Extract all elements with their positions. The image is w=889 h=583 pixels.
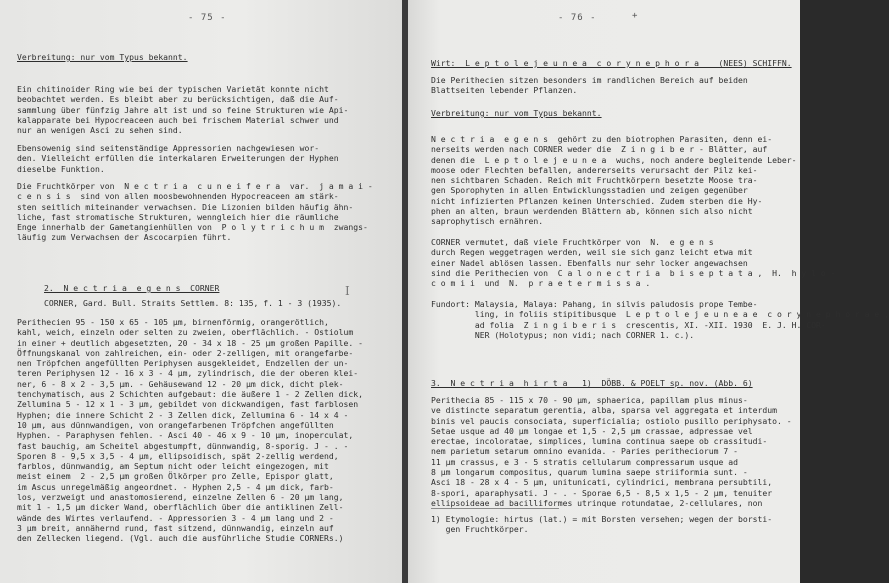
species-heading: 2. N e c t r i a e g e n s CORNER [44,283,220,293]
page-number-left: - 75 - [188,13,227,23]
left-page [0,0,402,583]
host-detail: Die Perithecien sitzen besonders im randlichen Bereich auf beiden Blattseiten lebender Pflanzen. [431,75,748,96]
locality-line: Fundort: Malaysia, Malaya: Pahang, in silvis paludosis prope Tembe- ling, in foliis stipitibusque L e p t o l e j e u n e a e c o r y n e p h o r a e , ad folia Z i n g i b e r i s crescentis, XI. -XII. 1930 E. J. H. COR- NER (Holotypus; non vidi; nach CORNER 1. c.). [431,299,889,340]
paragraph-biotrophic: N e c t r i a e g e n s gehört zu den biotrophen Parasiten, denn ei- nerseits werden nach CORNER weder die Z i n g i b e r - Blätter, auf denen die L e p t o l e j e u n e a wuchs, noch andere begleitende Leber- moose oder Flechten befallen, andererseits verursacht der Pilz kei- nen sichtbaren Schaden. Reich mit Fruchtkörpern besetzte Moose tra- gen Sporophyten in allen Entwicklungsstadien und zeigen gegenüber nicht infizierten Pflanzen keinen Unterschied. Zudem sterben die Hy- phen an alten, braun werdenden Blättern ab, können sich also nicht saprophytisch ernähren. [431,134,797,227]
paragraph-corner-assumption: CORNER vermutet, daß viele Fruchtkörper von N. e g e n s durch Regen weggetragen werden, weil sie sich ganz leicht etwa mit einer Nadel ablösen lassen. Ebenfalls nur sehr locker angewachsen sind die Perithecien von C a l o n e c t r i a b i s e p t a t a , H. h y l o - c o m i i und N. p r a e t e r m i s s a . [431,237,836,289]
paragraph-chitinoid-ring: Ein chitinoider Ring wie bei der typischen Varietät konnte nicht beobachtet werden. Es bleibt aber zu berücksichtigen, daß die Auf- sammlung über fünfzig Jahre alt ist und so feine Strukturen wie Api- kalapparate bei Hypocreaceen auch bei frischem Material schwer und nur an wenigen Asci zu sehen sind. [17,84,349,136]
species-citation: CORNER, Gard. Bull. Straits Settlem. 8: 135, f. 1 - 3 (1935). [44,298,342,308]
text-cursor-icon: I [345,284,350,298]
paragraph-appressoria: Ebensowenig sind seitenständige Appressorien nachgewiesen wor- den. Vielleicht erfüllen die interkalaren Erweiterungen der Hyphen dieselbe Funktion. [17,143,339,174]
species-heading-new: 3. N e c t r i a h i r t a 1) DÖBB. & POELT sp. nov. (Abb. 6) [431,378,753,388]
footnote: 1) Etymologie: hirtus (lat.) = mit Borsten versehen; wegen der borsti- gen Fruchtkörper. [431,514,773,535]
species-description: Perithecien 95 - 150 x 65 - 105 µm, birnenförmig, orangerötlich, kahl, weich, einzeln oder selten zu zweien, oberflächlich. - Ostiolum in einer + deutlich abgesetzten, 20 - 34 x 18 - 25 µm großen Papille. - Öffnungskanal von zahlreichen, ein- oder 2-zelligen, mit orangefarbe- nen Tröpfchen angefüllten Periphysen ausgekleidet, Endzellen der un- teren Periphysen 12 - 16 x 3 - 4 µm, zylindrisch, die der oberen klei- ner, 6 - 8 x 2 - 3,5 µm. - Gehäusewand 12 - 20 µm dick, dicht plek- tenchymatisch, aus 2 Schichten aufgebaut: die äußere 1 - 2 Zellen dick, Zellumina 5 - 12 x 1 - 3 µm, gebildet von dickwandigen, fast farblosen Hyphen; die innere Schicht 2 - 3 Zellen dick, Zellumina 6 - 14 x 4 - 10 µm, aus dünnwandigen, von orangefarbenen Tröpfchen angefüllten Hyphen. - Paraphysen fehlen. - Asci 40 - 46 x 9 - 10 µm, inoperculat, fast bauchig, am Scheitel abgestumpft, dünnwandig, 8-sporig. J - . - Sporen 8 - 9,5 x 3,5 - 4 µm, ellipsoidisch, spät 2-zellig werdend, farblos, dünnwandig, am Septum nicht oder leicht eingezogen, mit meist einem 2 - 2,5 µm großen Ölkörper pro Zelle, Epispor glatt, im Ascus unregelmäßig angeordnet. - Hyphen 2,5 - 4 µm dick, farb- los, verzweigt und anastomosierend, einzelne Zellen 6 - 20 µm lang, mit 1 - 1,5 µm dicker Wand, oberflächlich über die antiklinen Zell- wände des Wirtes verlaufend. - Appressorien 3 - 4 µm lang und 2 - 3 µm breit, annähernd rund, fast sitzend, dünnwandig, einzeln auf den Zellecken liegend. (Vgl. auch die ausführliche Studie CORNERs.) [17,317,363,544]
right-page [408,0,889,583]
host-line: Wirt: L e p t o l e j e u n e a c o r y n e p h o r a (NEES) SCHIFFN. [431,58,792,68]
plus-mark: + [632,11,638,21]
distribution-line: Verbreitung: nur vom Typus bekannt. [431,108,602,118]
paragraph-fruiting-bodies: Die Fruchtkörper von N e c t r i a c u n e i f e r a var. j a m a i - c e n s i s sind von allen moosbewohnenden Hypocreaceen am stärk- sten seitlich miteinander verwachsen. Die Lizonien bilden häufig ähn- liche, fast stromatische Strukturen, wenngleich hier die räumliche Enge innerhalb der Gametangienhüllen von P o l y t r i c h u m zwangs- läufig zum Verwachsen der Ascocarpien führt. [17,181,373,243]
latin-description: Perithecia 85 - 115 x 70 - 90 µm, sphaerica, papillam plus minus- ve distincte separatum gerentia, alba, sparsa vel aggregata et interdum binis vel paucis consociata, superficialia; ostiolo pusillo periphysato. - Setae usque ad 40 µm longae et 1,5 - 2,5 µm crassae, adpressae vel erectae, incoloratae, simplices, lumina continua saepe ob crassitudi- nem parietum setarum omnino evanida. - Paries peritheciorum 7 - 11 µm crassus, e 3 - 5 stratis cellularum compressarum usque ad 8 µm longarum compositus, quarum lumina saepe striiformia sunt. - Asci 18 - 28 x 4 - 5 µm, unitunicati, cylindrici, membrana persubtili, 8-spori, aparaphysati. J - . - Sporae 6,5 - 8,5 x 1,5 - 2 µm, tenuiter ellipsoideae ad bacilliformes utrinque rotundatae, 2-cellulares, non [431,395,792,508]
footnote-divider [431,508,559,509]
distribution-line: Verbreitung: nur vom Typus bekannt. [17,52,188,62]
page-number-right: - 76 - [558,13,597,23]
